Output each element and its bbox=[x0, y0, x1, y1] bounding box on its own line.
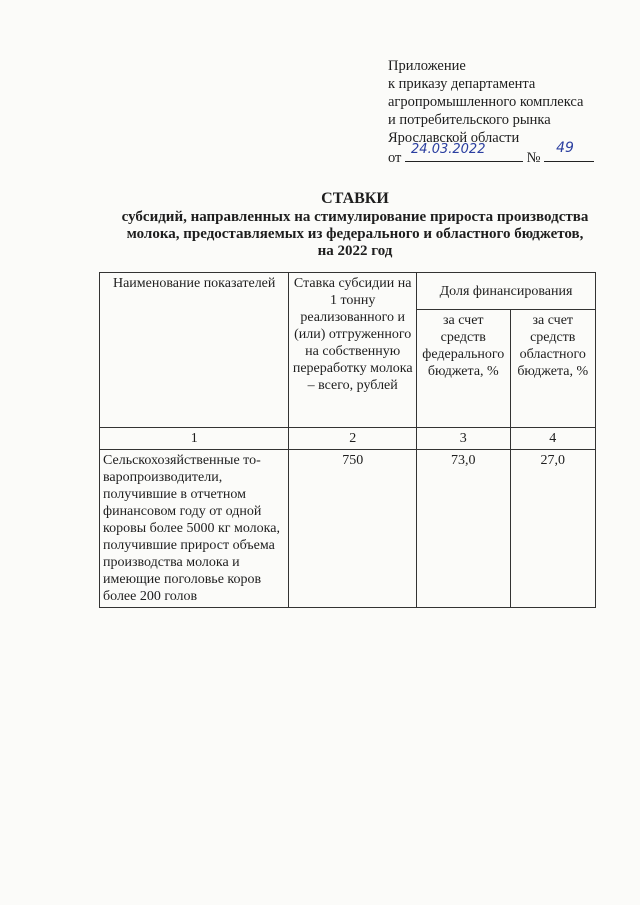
header-indicators: Наименование показателей bbox=[100, 273, 289, 428]
table-header-row bbox=[100, 273, 596, 310]
header-regional: за счет средств областного бюджета, % bbox=[510, 310, 596, 428]
appendix-block bbox=[388, 57, 628, 167]
number-value: 49 bbox=[556, 140, 574, 156]
header-federal: за счет средств федерального бюджета, % bbox=[417, 310, 510, 428]
date-field bbox=[405, 142, 523, 162]
column-number: 1 bbox=[100, 428, 289, 450]
header-rate: Ставка субсидии на 1 тонну реализованного и (или) отгруженного на собственную переработку молока – всего, рублей bbox=[289, 273, 417, 428]
row-regional: 27,0 bbox=[510, 450, 596, 608]
rates-table bbox=[99, 272, 596, 608]
table-row bbox=[100, 450, 596, 608]
date-value: 24.03.2022 bbox=[411, 142, 486, 157]
title-line: на 2022 год bbox=[317, 243, 393, 259]
appendix-line: Приложение bbox=[388, 58, 466, 74]
title-line: субсидий, направленных на стимулирование прироста производства bbox=[121, 209, 589, 225]
column-number-row bbox=[100, 428, 596, 450]
order-date-line bbox=[388, 140, 628, 167]
row-federal: 73,0 bbox=[417, 450, 510, 608]
appendix-line: к приказу департамента bbox=[388, 76, 536, 92]
appendix-line: Ярославской области bbox=[388, 130, 520, 146]
row-name: Сельскохозяйственные то-варопроизводители, получившие в отчетном финансовом году от одной коровы более 5000 кг молока, получившие прирост объема производства молока и имеющие поголовье коров более 200 голов bbox=[100, 450, 289, 608]
column-number: 3 bbox=[417, 428, 510, 450]
title-line: молока, предоставляемых из федерального и областного бюджетов, bbox=[126, 226, 584, 242]
row-rate: 750 bbox=[289, 450, 417, 608]
date-prefix: от bbox=[388, 150, 402, 166]
appendix-line: агропромышленного комплекса bbox=[388, 94, 584, 110]
title-heading: СТАВКИ bbox=[321, 190, 389, 207]
column-number: 4 bbox=[510, 428, 596, 450]
header-funding-share: Доля финансирования bbox=[417, 273, 596, 310]
appendix-line: и потребительского рынка bbox=[388, 112, 551, 128]
document-title bbox=[100, 190, 610, 260]
column-number: 2 bbox=[289, 428, 417, 450]
number-field bbox=[544, 140, 594, 162]
number-prefix: № bbox=[526, 150, 541, 166]
